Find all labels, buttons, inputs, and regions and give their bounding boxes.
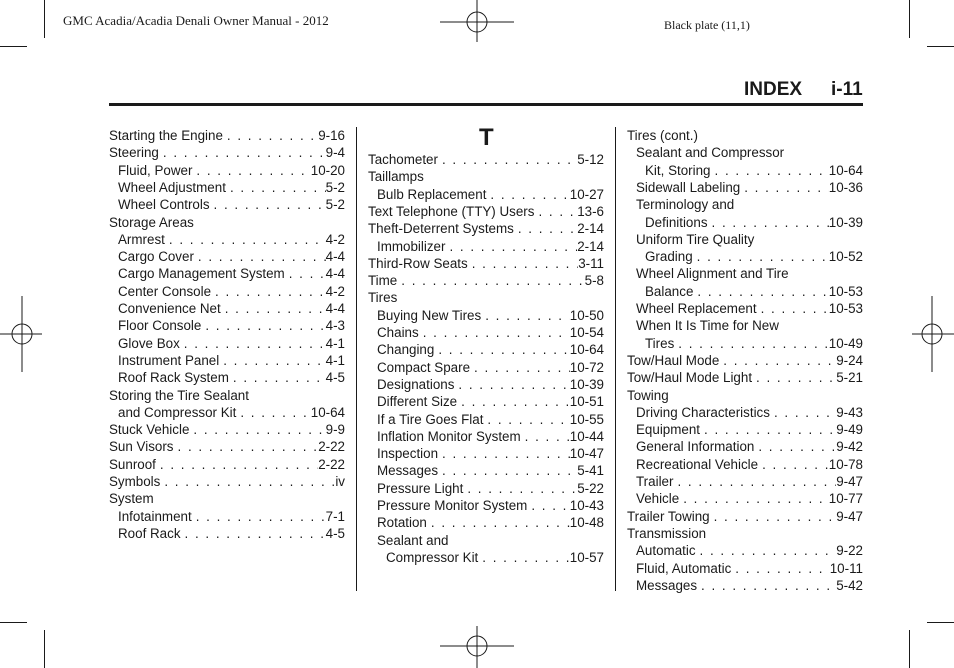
index-entry-page: 4-3 — [325, 318, 345, 334]
dot-leader — [427, 514, 570, 531]
index-entry-page: 10-52 — [828, 249, 863, 265]
index-entry-text: Different Size — [377, 394, 458, 410]
index-entry — [118, 525, 345, 542]
dot-leader — [219, 352, 325, 369]
index-entry — [377, 428, 604, 445]
index-entry-page: 10-55 — [569, 411, 604, 427]
dot-leader — [770, 404, 836, 421]
index-entry-page: 5-21 — [836, 370, 863, 386]
index-entry-page: 10-78 — [828, 456, 863, 472]
dot-leader — [445, 238, 577, 255]
index-entry-text: Sun Visors — [109, 439, 174, 455]
index-entry-text: Inspection — [377, 446, 439, 462]
index-entry-page: 10-43 — [569, 498, 604, 513]
index-entry-page: 7-1 — [325, 508, 345, 524]
index-entry — [368, 272, 604, 289]
dot-leader — [674, 335, 828, 352]
index-entry-text: Compressor Kit — [386, 549, 479, 565]
index-entry — [377, 307, 604, 324]
index-entry-text: Bulb Replacement — [377, 186, 487, 202]
dot-leader — [673, 473, 836, 490]
dot-leader — [194, 248, 326, 265]
index-entry-text: Third-Row Seats — [368, 255, 468, 271]
index-entry-page: 9-42 — [836, 439, 863, 455]
index-entry-text: Immobilizer — [377, 238, 446, 254]
dot-leader — [226, 179, 326, 196]
index-entry-page: 2-14 — [577, 238, 604, 254]
index-entry-page: 4-1 — [325, 352, 345, 368]
dot-leader — [719, 352, 836, 369]
index-entry — [636, 560, 863, 577]
index-entry: Towing — [627, 387, 669, 403]
dot-leader — [174, 438, 319, 455]
dot-leader — [181, 525, 326, 542]
dot-leader — [438, 151, 577, 168]
index-entry — [109, 421, 345, 438]
index-entry — [636, 421, 863, 438]
header-rule — [109, 103, 863, 106]
index-entry-page: 5-8 — [584, 273, 604, 289]
index-entry-text: Trailer — [636, 474, 674, 489]
registration-target-right — [912, 296, 954, 372]
index-entry — [118, 317, 345, 334]
index-entry-page: 9-16 — [318, 128, 345, 143]
index-entry — [118, 231, 345, 248]
index-entry — [377, 445, 604, 462]
index-entry — [645, 283, 863, 300]
index-entry — [109, 127, 345, 144]
index-entry-page: 5-41 — [577, 463, 604, 479]
index-entry-page: 2-22 — [318, 439, 345, 455]
index-entry-text: Definitions — [645, 214, 708, 230]
index-entry — [368, 203, 604, 220]
index-entry — [645, 162, 863, 179]
dot-leader — [700, 421, 836, 438]
index-entry-text: Automatic — [636, 543, 696, 559]
dot-leader — [521, 428, 570, 445]
index-entry — [636, 179, 863, 196]
index-entry-text: Messages — [377, 463, 439, 479]
index-entry-page: 4-4 — [325, 301, 345, 316]
index-entry-text: Wheel Adjustment — [118, 179, 226, 195]
index-entry-page: 10-57 — [569, 549, 604, 565]
dot-leader — [438, 445, 570, 462]
index-entry-page: 9-49 — [836, 422, 863, 438]
index-entry-text: Floor Console — [118, 318, 202, 334]
index-entry-text: Infotainment — [118, 508, 192, 524]
dot-leader — [229, 369, 326, 386]
index-entry-page: 10-51 — [569, 394, 604, 410]
index-entry-text: Rotation — [377, 515, 427, 531]
index-entry — [377, 514, 604, 531]
index-entry — [636, 542, 863, 559]
index-entry — [636, 456, 863, 473]
dot-leader — [470, 359, 570, 376]
index-entry-text: Kit, Storing — [645, 162, 711, 178]
index-entry-page: 9-43 — [836, 404, 863, 420]
index-entry — [386, 549, 604, 566]
dot-leader — [434, 341, 569, 358]
index-entry-page: 5-12 — [577, 152, 604, 167]
index-entry — [636, 404, 863, 421]
index-entry — [118, 508, 345, 525]
index-entry-page: iv — [335, 474, 345, 489]
index-entry-page: 4-5 — [325, 370, 345, 386]
index-entry-page: 2-22 — [318, 456, 345, 472]
index-entry — [636, 438, 863, 455]
index-entry-text: Chains — [377, 325, 419, 340]
index-entry — [627, 352, 863, 369]
dot-leader — [223, 127, 318, 144]
dot-leader — [201, 317, 325, 334]
index-entry — [118, 196, 345, 213]
index-entry-page: 4-5 — [325, 525, 345, 541]
index-entry-page: 10-72 — [569, 359, 604, 375]
dot-leader — [483, 411, 569, 428]
index-entry: Taillamps — [368, 169, 424, 185]
index-entry-text: Tires — [645, 335, 675, 351]
index-entry: System — [109, 491, 154, 507]
index-entry: Wheel Alignment and Tire — [636, 266, 789, 282]
index-entry-page: 10-64 — [828, 162, 863, 178]
index-entry — [368, 255, 604, 272]
section-title: INDEX — [744, 79, 803, 100]
dot-leader — [221, 300, 326, 317]
index-entry-page: 10-44 — [569, 428, 604, 444]
plate-label: Black plate (11,1) — [664, 18, 750, 32]
index-entry-text: Fluid, Power — [118, 162, 193, 178]
dot-leader — [740, 179, 829, 196]
index-entry — [377, 359, 604, 376]
index-entry-text: Designations — [377, 376, 455, 392]
dot-leader — [210, 196, 326, 213]
dot-leader — [463, 480, 577, 497]
index-entry-text: Driving Characteristics — [636, 404, 770, 420]
dot-leader — [189, 421, 325, 438]
index-entry — [636, 473, 863, 490]
index-entry-page: 10-36 — [828, 179, 863, 195]
index-entry — [118, 352, 345, 369]
index-entry — [636, 577, 863, 594]
index-entry — [377, 462, 604, 479]
index-entry-page: 5-2 — [325, 179, 345, 195]
index-entry-page: 4-2 — [325, 231, 345, 247]
index-entry — [368, 220, 604, 237]
index-entry-text: Stuck Vehicle — [109, 422, 190, 438]
index-entry-text: If a Tire Goes Flat — [377, 411, 484, 427]
dot-leader — [757, 300, 829, 317]
index-entry — [377, 497, 604, 514]
index-entry-text: Glove Box — [118, 335, 180, 351]
dot-leader — [514, 220, 577, 237]
column-divider-1 — [356, 127, 357, 591]
index-entry-text: Text Telephone (TTY) Users — [368, 203, 535, 219]
index-entry-page: 10-64 — [569, 342, 604, 358]
manual-title: GMC Acadia/Acadia Denali Owner Manual - 2012 — [63, 13, 329, 28]
index-entry-text: Balance — [645, 283, 694, 299]
index-entry — [377, 324, 604, 341]
index-entry-page: 5-22 — [577, 480, 604, 496]
index-entry — [636, 300, 863, 317]
dot-leader — [285, 265, 326, 282]
index-entry — [118, 179, 345, 196]
dot-leader — [211, 283, 326, 300]
dot-leader — [697, 577, 836, 594]
index-entry — [377, 341, 604, 358]
dot-leader — [752, 369, 836, 386]
index-entry-text: Equipment — [636, 422, 701, 438]
index-entry — [377, 186, 604, 203]
index-entry-page: 4-2 — [325, 283, 345, 299]
index-entry-page: 10-53 — [828, 301, 863, 316]
dot-leader — [192, 508, 326, 525]
index-entry — [627, 369, 863, 386]
index-entry-text: Roof Rack — [118, 525, 181, 541]
dot-leader — [731, 560, 829, 577]
registration-target-bottom — [440, 626, 514, 668]
index-entry-page: 10-50 — [569, 307, 604, 323]
dot-leader — [527, 497, 569, 514]
registration-target-top — [440, 0, 514, 42]
dot-leader — [454, 376, 569, 393]
index-entry-text: Recreational Vehicle — [636, 456, 759, 472]
index-entry-text: General Information — [636, 439, 755, 455]
index-entry-page: 9-47 — [836, 508, 863, 524]
index-entry-page: 9-22 — [836, 543, 863, 559]
dot-leader — [160, 473, 335, 490]
index-entry: Uniform Tire Quality — [636, 231, 755, 247]
index-entry-text: Messages — [636, 577, 698, 593]
index-entry — [109, 473, 345, 490]
page-number: i-11 — [831, 79, 863, 100]
index-entry-text: Cargo Cover — [118, 249, 194, 265]
index-entry-text: Vehicle — [636, 491, 680, 507]
index-entry-text: Tachometer — [368, 152, 438, 167]
index-entry-text: Steering — [109, 145, 159, 161]
dot-leader — [486, 186, 569, 203]
index-entry — [118, 404, 345, 421]
index-entry: Transmission — [627, 525, 707, 541]
dot-leader — [165, 231, 326, 248]
dot-leader — [711, 162, 829, 179]
registration-target-left — [0, 296, 42, 372]
index-entry: When It Is Time for New — [636, 318, 779, 334]
index-entry — [377, 411, 604, 428]
index-entry-page: 10-64 — [310, 404, 345, 420]
index-entry-text: Time — [368, 273, 398, 289]
letter-heading: T — [479, 124, 494, 151]
index-entry — [109, 456, 345, 473]
index-entry-text: Convenience Net — [118, 301, 221, 316]
dot-leader — [156, 456, 318, 473]
dot-leader — [693, 283, 828, 300]
dot-leader — [679, 490, 829, 507]
dot-leader — [457, 393, 570, 410]
index-entry — [118, 162, 345, 179]
index-entry-text: Changing — [377, 342, 435, 358]
index-entry — [118, 248, 345, 265]
dot-leader — [708, 214, 829, 231]
index-entry — [118, 283, 345, 300]
index-entry: Storing the Tire Sealant — [109, 387, 249, 403]
index-entry — [118, 265, 345, 282]
index-entry-page: 10-11 — [829, 560, 863, 576]
index-entry-page: 9-24 — [836, 352, 863, 368]
index-entry — [377, 238, 604, 255]
index-entry: Terminology and — [636, 197, 735, 213]
index-entry-page: 10-47 — [569, 446, 604, 462]
index-entry — [118, 369, 345, 386]
index-entry-text: Fluid, Automatic — [636, 560, 732, 576]
index-entry: Tires (cont.) — [627, 128, 698, 143]
index-entry-text: Cargo Management System — [118, 266, 285, 282]
index-entry-page: 9-9 — [325, 422, 345, 438]
index-entry-text: Pressure Monitor System — [377, 498, 528, 513]
index-entry — [636, 490, 863, 507]
index-entry-page: 10-27 — [569, 186, 604, 202]
index-entry-text: Instrument Panel — [118, 352, 220, 368]
index-entry — [109, 438, 345, 455]
index-entry-page: 5-42 — [836, 577, 863, 593]
index-entry — [368, 151, 604, 168]
index-entry-text: Center Console — [118, 283, 212, 299]
index-entry-page: 4-4 — [325, 249, 345, 265]
index-entry — [109, 144, 345, 161]
index-entry: Sealant and Compressor — [636, 145, 785, 161]
index-entry-page: 9-4 — [325, 145, 345, 161]
index-entry: Sealant and — [377, 532, 449, 548]
index-entry: Tires — [368, 290, 398, 306]
index-entry-text: Tow/Haul Mode — [627, 352, 720, 368]
index-entry-text: Starting the Engine — [109, 128, 223, 143]
index-entry-text: Theft-Deterrent Systems — [368, 221, 514, 237]
index-entry-text: Compact Spare — [377, 359, 471, 375]
index-entry-page: 10-77 — [828, 491, 863, 507]
index-entry — [627, 508, 863, 525]
dot-leader — [754, 438, 836, 455]
index-entry-text: Wheel Controls — [118, 197, 210, 213]
dot-leader — [438, 462, 577, 479]
index-entry-page: 10-53 — [828, 283, 863, 299]
index-entry-text: Inflation Monitor System — [377, 428, 521, 444]
index-entry — [377, 393, 604, 410]
column-divider-2 — [615, 127, 616, 591]
dot-leader — [758, 456, 829, 473]
dot-leader — [710, 508, 837, 525]
index-entry-text: Tow/Haul Mode Light — [627, 370, 753, 386]
index-entry-text: Pressure Light — [377, 480, 464, 496]
index-entry — [377, 480, 604, 497]
dot-leader — [481, 307, 570, 324]
dot-leader — [534, 203, 577, 220]
index-entry-page: 10-20 — [310, 162, 345, 178]
index-entry-page: 10-39 — [828, 214, 863, 230]
dot-leader — [478, 549, 569, 566]
index-entry-text: Trailer Towing — [627, 508, 710, 524]
index-entry-page: 10-48 — [569, 515, 604, 531]
dot-leader — [468, 255, 578, 272]
index-entry-page: 3-11 — [578, 255, 604, 271]
index-entry — [645, 335, 863, 352]
index-entry-page: 5-2 — [325, 197, 345, 213]
dot-leader — [192, 162, 310, 179]
dot-leader — [693, 248, 829, 265]
index-entry-text: Buying New Tires — [377, 307, 482, 323]
index-entry-page: 10-39 — [569, 376, 604, 392]
index-entry-text: Sidewall Labeling — [636, 179, 741, 195]
index-entry — [645, 214, 863, 231]
dot-leader — [180, 335, 326, 352]
dot-leader — [419, 324, 570, 341]
dot-leader — [236, 404, 310, 421]
dot-leader — [159, 144, 326, 161]
index-entry-text: Grading — [645, 249, 693, 265]
dot-leader — [696, 542, 837, 559]
index-entry — [118, 335, 345, 352]
index-entry-page: 10-49 — [828, 335, 863, 351]
index-entry-text: Wheel Replacement — [636, 301, 757, 316]
index-entry-page: 4-1 — [325, 335, 345, 351]
index-entry — [645, 248, 863, 265]
index-entry-text: Roof Rack System — [118, 370, 229, 386]
index-entry-text: Symbols — [109, 474, 161, 489]
index-entry-page: 9-47 — [836, 474, 863, 489]
index-entry-text: Sunroof — [109, 456, 156, 472]
index-entry-page: 4-4 — [325, 266, 345, 282]
dot-leader — [397, 272, 584, 289]
index-entry-page: 10-54 — [569, 325, 604, 340]
index-entry: Storage Areas — [109, 214, 194, 230]
index-entry-page: 13-6 — [577, 203, 604, 219]
index-entry-text: and Compressor Kit — [118, 404, 237, 420]
index-entry — [377, 376, 604, 393]
index-entry — [118, 300, 345, 317]
index-entry-text: Armrest — [118, 231, 165, 247]
index-entry-page: 2-14 — [577, 221, 604, 237]
